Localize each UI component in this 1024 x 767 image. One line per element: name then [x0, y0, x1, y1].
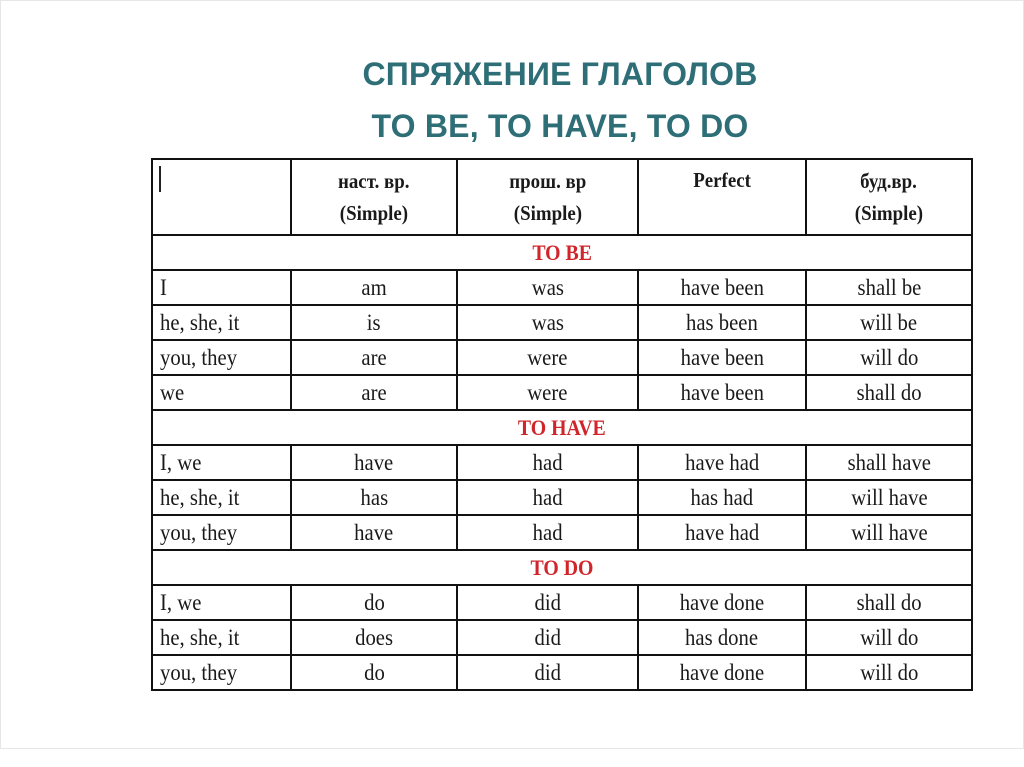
cell-text: was: [531, 309, 564, 335]
cell-text: shall be: [857, 274, 921, 300]
cell-present-simple: [291, 480, 457, 515]
cell-perfect: [638, 655, 806, 690]
header-row: [152, 159, 972, 235]
cursor-mark: [159, 166, 161, 192]
cell-subject: [152, 375, 291, 410]
cell-text: are: [361, 344, 387, 370]
cell-text: shall do: [856, 589, 922, 615]
cell-text: have: [354, 449, 394, 475]
section-header-label: TO DO: [530, 554, 594, 580]
slide-title-line1: СПРЯЖЕНИЕ ГЛАГОЛОВ: [362, 56, 758, 92]
cell-perfect: [638, 620, 806, 655]
cell-text: have done: [679, 589, 765, 615]
cell-text: will be: [860, 309, 918, 335]
cell-perfect: [638, 270, 806, 305]
cell-text: had: [532, 519, 563, 545]
table-row: [152, 445, 972, 480]
cell-subject: [152, 585, 291, 620]
cell-text: you, they: [160, 659, 238, 685]
cell-present-simple: [291, 620, 457, 655]
cell-text: have had: [684, 449, 760, 475]
cell-subject: [152, 445, 291, 480]
cell-subject: [152, 270, 291, 305]
cell-present-simple: [291, 445, 457, 480]
cell-present-simple: [291, 515, 457, 550]
cell-text: have been: [680, 344, 764, 370]
cell-text: did: [534, 624, 561, 650]
cell-text: he, she, it: [160, 624, 240, 650]
slide-border-top: [0, 0, 1024, 1]
cell-future-simple: [806, 655, 972, 690]
cell-perfect: [638, 515, 806, 550]
cell-past-simple: [457, 375, 638, 410]
cell-perfect: [638, 480, 806, 515]
cell-past-simple: [457, 305, 638, 340]
cell-text: I, we: [160, 449, 202, 475]
cell-text: will do: [859, 624, 919, 650]
cell-future-simple: [806, 305, 972, 340]
cell-present-simple: [291, 375, 457, 410]
cell-text: were: [527, 344, 568, 370]
cell-present-simple: [291, 340, 457, 375]
table-row: [152, 585, 972, 620]
cell-text: do: [363, 589, 385, 615]
cell-text: he, she, it: [160, 484, 240, 510]
cell-text: I, we: [160, 589, 202, 615]
cell-present-simple: [291, 270, 457, 305]
cell-text: does: [355, 624, 393, 650]
cell-perfect: [638, 585, 806, 620]
cell-future-simple: [806, 340, 972, 375]
table-row: [152, 340, 972, 375]
cell-subject: [152, 305, 291, 340]
cell-perfect: [638, 305, 806, 340]
header-cell-future-simple: буд.вр. (Simple): [806, 159, 972, 235]
cell-text: did: [534, 589, 561, 615]
cell-present-simple: [291, 585, 457, 620]
cell-subject: [152, 620, 291, 655]
section-row-to-be: [152, 235, 972, 270]
cell-past-simple: [457, 480, 638, 515]
cell-past-simple: [457, 340, 638, 375]
slide-border-bottom: [0, 748, 1024, 749]
table-row: [152, 270, 972, 305]
header-cell-corner: [152, 159, 291, 235]
cell-text: am: [361, 274, 387, 300]
cell-text: has: [360, 484, 388, 510]
table-body: [152, 235, 972, 690]
cell-subject: [152, 480, 291, 515]
slide-title-line2: TO BE, TO HAVE, TO DO: [371, 108, 749, 144]
header-cell-present-simple: наст. вр. (Simple): [291, 159, 457, 235]
cell-perfect: [638, 340, 806, 375]
slide-border-left: [0, 0, 1, 749]
cell-text: will do: [859, 659, 919, 685]
cell-subject: [152, 340, 291, 375]
cell-past-simple: [457, 620, 638, 655]
table-row: [152, 620, 972, 655]
cell-present-simple: [291, 305, 457, 340]
header-cell-past-simple: прош. вр (Simple): [457, 159, 638, 235]
cell-future-simple: [806, 480, 972, 515]
cell-future-simple: [806, 270, 972, 305]
cell-subject: [152, 655, 291, 690]
cell-past-simple: [457, 515, 638, 550]
cell-text: have: [354, 519, 394, 545]
cell-past-simple: [457, 445, 638, 480]
cell-text: was: [531, 274, 564, 300]
cell-text: will have: [850, 484, 928, 510]
cell-text: have had: [684, 519, 760, 545]
cell-text: will have: [850, 519, 928, 545]
cell-future-simple: [806, 620, 972, 655]
cell-future-simple: [806, 585, 972, 620]
conjugation-table: [151, 158, 973, 691]
cell-text: have been: [680, 379, 764, 405]
cell-text: had: [532, 449, 563, 475]
cell-perfect: [638, 445, 806, 480]
cell-text: did: [534, 659, 561, 685]
table-row: [152, 480, 972, 515]
table-row: [152, 305, 972, 340]
cell-text: he, she, it: [160, 309, 240, 335]
cell-past-simple: [457, 270, 638, 305]
cell-text: do: [363, 659, 385, 685]
cell-text: has been: [686, 309, 758, 335]
cell-text: we: [160, 379, 185, 405]
cell-past-simple: [457, 585, 638, 620]
cell-text: are: [361, 379, 387, 405]
cell-subject: [152, 515, 291, 550]
cell-text: have done: [679, 659, 765, 685]
table-row: [152, 655, 972, 690]
cell-past-simple: [457, 655, 638, 690]
table-row: [152, 375, 972, 410]
cell-text: had: [532, 484, 563, 510]
cell-text: has had: [690, 484, 754, 510]
cell-text: will do: [859, 344, 919, 370]
section-header-label: TO BE: [532, 239, 592, 265]
cell-text: shall have: [847, 449, 931, 475]
section-row-to-do: [152, 550, 972, 585]
cell-text: you, they: [160, 519, 238, 545]
header-cell-perfect: Perfect: [638, 159, 806, 235]
cell-perfect: [638, 375, 806, 410]
cell-text: I: [160, 274, 167, 300]
cell-text: has done: [685, 624, 759, 650]
table-row: [152, 515, 972, 550]
section-row-to-have: [152, 410, 972, 445]
cell-text: were: [527, 379, 568, 405]
cell-text: you, they: [160, 344, 238, 370]
cell-text: shall do: [856, 379, 922, 405]
cell-text: have been: [680, 274, 764, 300]
cell-present-simple: [291, 655, 457, 690]
cell-future-simple: [806, 375, 972, 410]
section-header: [152, 235, 972, 270]
cell-text: is: [367, 309, 381, 335]
cell-future-simple: [806, 445, 972, 480]
section-header: [152, 550, 972, 585]
section-header-label: TO HAVE: [518, 414, 606, 440]
section-header: [152, 410, 972, 445]
cell-future-simple: [806, 515, 972, 550]
